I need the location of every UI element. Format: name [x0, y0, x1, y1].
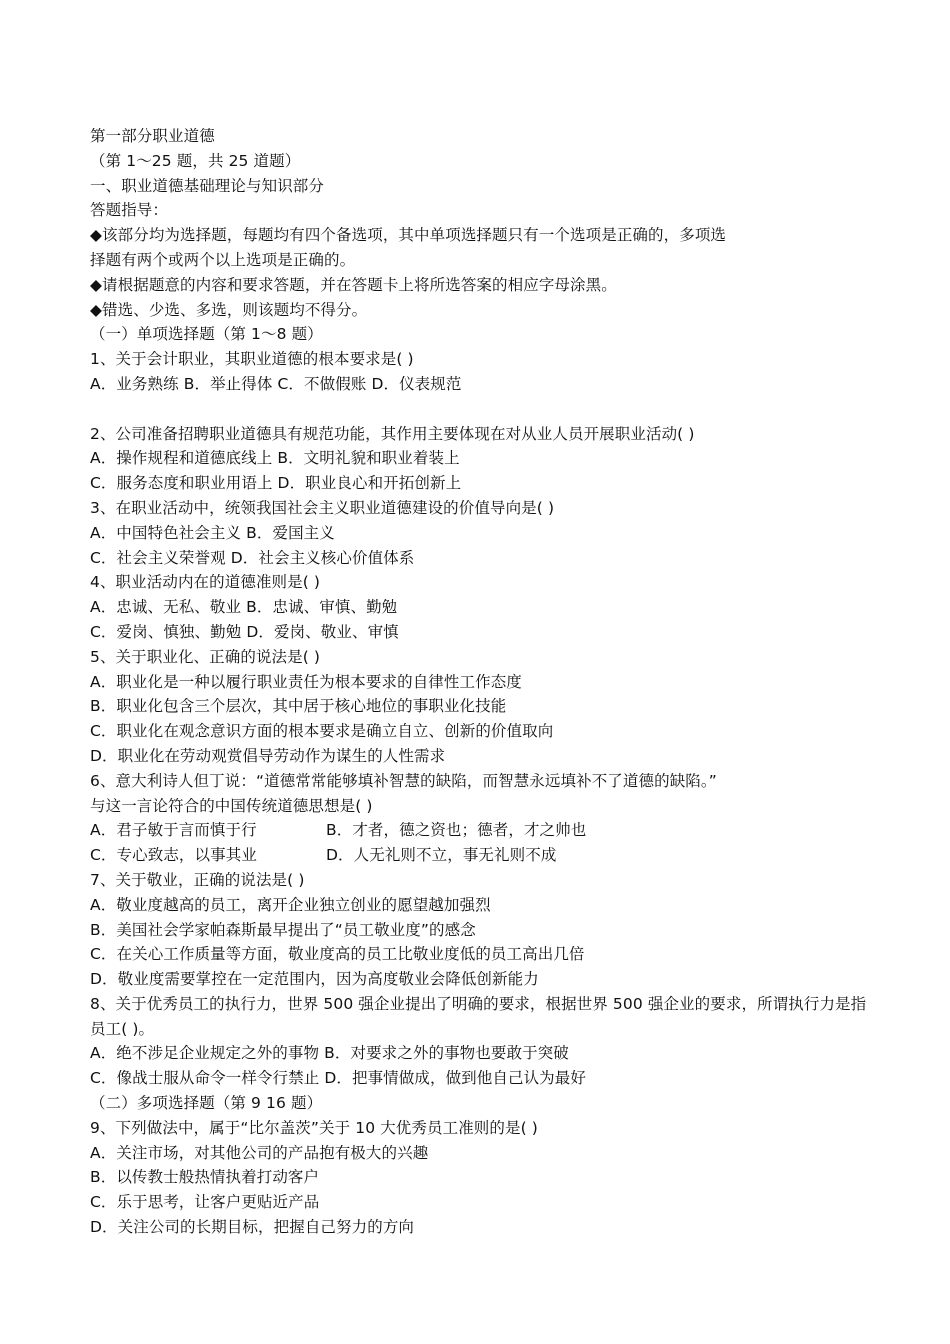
question-7-option-d: D．敬业度需要掌控在一定范围内，因为高度敬业会降低创新能力: [90, 970, 539, 989]
question-7-option-b: B．美国社会学家帕森斯最早提出了“员工敬业度”的感念: [90, 920, 476, 939]
question-3-options-cd: C．社会主义荣誉观 D．社会主义核心价值体系: [90, 548, 415, 567]
guide-title: 答题指导：: [90, 201, 169, 220]
question-6-option-b: B．才者，德之资也；德者，才之帅也: [326, 821, 587, 840]
question-9-option-a: A．关注市场，对其他公司的产品抱有极大的兴趣: [90, 1143, 429, 1162]
question-8: 8、关于优秀员工的执行力，世界 500 强企业提出了明确的要求，根据世界 500 强企业的要求，所谓执行力是指员工( )。: [90, 994, 867, 1038]
question-4-options-cd: C．爱岗、慎独、勤勉 D．爱岗、敬业、审慎: [90, 622, 399, 641]
question-4: 4、职业活动内在的道德准则是( ): [90, 573, 321, 592]
question-2: 2、公司准备招聘职业道德具有规范功能，其作用主要体现在对从业人员开展职业活动( ): [90, 424, 695, 443]
multi-choice-heading: （二）多项选择题（第 9 16 题）: [90, 1094, 323, 1113]
question-9-option-c: C．乐于思考，让客户更贴近产品: [90, 1193, 320, 1212]
question-5-option-d: D．职业化在劳动观赏倡导劳动作为谋生的人性需求: [90, 746, 446, 765]
question-9-option-b: B．以传教士般热情执着打动客户: [90, 1168, 320, 1187]
question-6-option-c: C．专心致志，以事其业: [90, 846, 257, 865]
question-5: 5、关于职业化、正确的说法是( ): [90, 647, 321, 666]
question-2-options-cd: C．服务态度和职业用语上 D．职业良心和开拓创新上: [90, 474, 462, 493]
question-6-line-1: 6、意大利诗人但丁说：“道德常常能够填补智慧的缺陷，而智慧永远填补不了道德的缺陷。”: [90, 771, 717, 790]
question-6-option-a: A．君子敏于言而慎于行: [90, 821, 257, 840]
question-1: 1、关于会计职业，其职业道德的根本要求是( ): [90, 350, 414, 369]
question-9-option-d: D．关注公司的长期目标，把握自己努力的方向: [90, 1218, 415, 1237]
question-8-options-cd: C．像战士服从命令一样令行禁止 D．把事情做成，做到他自己认为最好: [90, 1069, 586, 1088]
question-6-options-cd: [90, 843, 870, 868]
question-5-option-a: A．职业化是一种以履行职业责任为根本要求的自律性工作态度: [90, 672, 522, 691]
blank-line: [90, 397, 870, 422]
part-title: 第一部分职业道德: [90, 127, 215, 145]
document-body: [90, 124, 870, 1240]
question-1-options: A．业务熟练 B．举止得体 C．不做假账 D．仪表规范: [90, 374, 462, 393]
section-title: 一、职业道德基础理论与知识部分: [90, 176, 325, 195]
guide-item-2: ◆请根据题意的内容和要求答题，并在答题卡上将所选答案的相应字母涂黑。: [90, 275, 617, 294]
question-3: 3、在职业活动中，统领我国社会主义职业道德建设的价值导向是( ): [90, 498, 555, 517]
question-5-option-c: C．职业化在观念意识方面的根本要求是确立自立、创新的价值取向: [90, 722, 554, 741]
guide-item-3: ◆错选、少选、多选，则该题均不得分。: [90, 300, 368, 319]
guide-item-1b: 择题有两个或两个以上选项是正确的。: [90, 250, 356, 269]
question-6-options-ab: [90, 818, 870, 843]
question-4-options-ab: A．忠诚、无私、敬业 B．忠诚、审慎、勤勉: [90, 598, 398, 617]
question-6-option-d: D．人无礼则不立，事无礼则不成: [326, 846, 557, 865]
single-choice-heading: （一）单项选择题（第 1～8 题）: [90, 325, 323, 344]
part-subtitle: （第 1～25 题，共 25 道题）: [90, 151, 301, 170]
guide-item-1a: ◆该部分均为选择题，每题均有四个备选项，其中单项选择题只有一个选项是正确的，多项选: [90, 226, 727, 245]
question-7-option-a: A．敬业度越高的员工，离开企业独立创业的愿望越加强烈: [90, 895, 491, 914]
question-6-line-2: 与这一言论符合的中国传统道德思想是( ): [90, 796, 373, 815]
question-7: 7、关于敬业，正确的说法是( ): [90, 870, 305, 889]
question-5-option-b: B．职业化包含三个层次，其中居于核心地位的事职业化技能: [90, 697, 507, 716]
question-9: 9、下列做法中，属于“比尔盖茨”关于 10 大优秀员工准则的是( ): [90, 1118, 538, 1137]
question-2-options-ab: A．操作规程和道德底线上 B．文明礼貌和职业着装上: [90, 449, 460, 468]
question-3-options-ab: A．中国特色社会主义 B．爱国主义: [90, 523, 335, 542]
question-8-options-ab: A．绝不涉足企业规定之外的事物 B．对要求之外的事物也要敢于突破: [90, 1044, 569, 1063]
question-7-option-c: C．在关心工作质量等方面，敬业度高的员工比敬业度低的员工高出几倍: [90, 945, 585, 964]
